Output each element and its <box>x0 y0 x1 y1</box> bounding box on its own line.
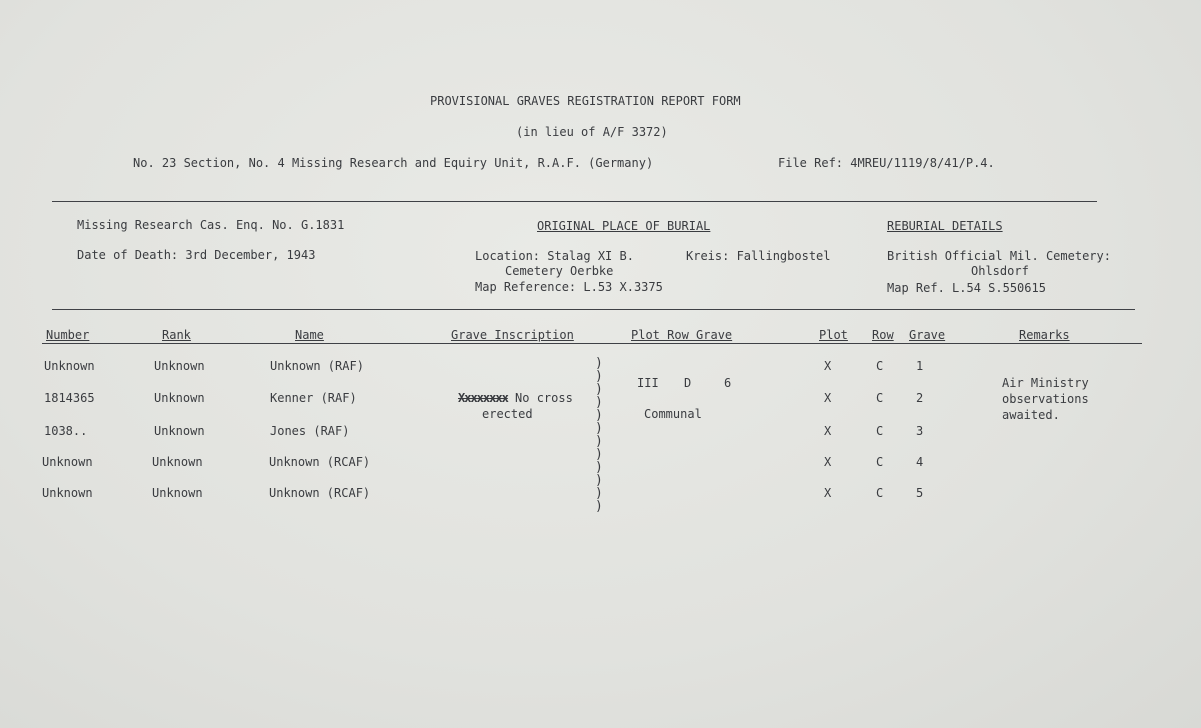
form-title: PROVISIONAL GRAVES REGISTRATION REPORT FORM <box>430 94 741 108</box>
orig-plot: III <box>637 376 659 390</box>
header-rule <box>42 343 1142 344</box>
form-subtitle: (in lieu of A/F 3372) <box>516 125 668 139</box>
row2-name: Kenner (RAF) <box>270 391 357 405</box>
row2-rank: Unknown <box>154 391 205 405</box>
file-ref: File Ref: 4MREU/1119/8/41/P.4. <box>778 156 995 170</box>
grouping-brace: ) ) ) ) ) ) ) ) ) ) ) ) <box>595 356 603 514</box>
row1-plot: X <box>824 359 832 373</box>
row3-number: 1038.. <box>44 424 88 438</box>
original-place-heading: ORIGINAL PLACE OF BURIAL <box>537 219 711 233</box>
row2-number: 1814365 <box>44 391 95 405</box>
row4-row: C <box>876 455 884 469</box>
inscription-erected: erected <box>482 407 533 421</box>
row1-grave: 1 <box>916 359 924 373</box>
original-cemetery: Cemetery Oerbke <box>505 264 614 278</box>
row4-name: Unknown (RCAF) <box>269 455 371 469</box>
header-name: Name <box>295 328 324 342</box>
row4-grave: 4 <box>916 455 924 469</box>
original-kreis: Kreis: Fallingbostel <box>686 249 831 263</box>
row3-name: Jones (RAF) <box>270 424 350 438</box>
row5-row: C <box>876 486 884 500</box>
reburial-cemetery-name: Ohlsdorf <box>971 264 1029 278</box>
row5-grave: 5 <box>916 486 924 500</box>
row5-number: Unknown <box>42 486 93 500</box>
row5-rank: Unknown <box>152 486 203 500</box>
row2-plot: X <box>824 391 832 405</box>
header-inscription: Grave Inscription <box>451 328 574 342</box>
orig-row: D <box>684 376 692 390</box>
row2-grave: 2 <box>916 391 924 405</box>
header-grave: Grave <box>909 328 946 342</box>
row5-plot: X <box>824 486 832 500</box>
inscription-no-cross: No cross <box>515 391 573 405</box>
header-plot: Plot <box>819 328 848 342</box>
row3-grave: 3 <box>916 424 924 438</box>
reburial-cemetery: British Official Mil. Cemetery: <box>887 249 1111 263</box>
case-number: Missing Research Cas. Enq. No. G.1831 <box>77 218 345 232</box>
mid-rule <box>52 309 1135 310</box>
row1-rank: Unknown <box>154 359 205 373</box>
row4-plot: X <box>824 455 832 469</box>
row1-row: C <box>876 359 884 373</box>
struck-out-text: Xxxxxxxx <box>458 391 508 405</box>
remarks-line1: Air Ministry <box>1002 376 1089 390</box>
top-rule <box>52 201 1097 202</box>
reburial-map-ref: Map Ref. L.54 S.550615 <box>887 281 1046 295</box>
original-map-ref: Map Reference: L.53 X.3375 <box>475 280 663 294</box>
inscription-first-line <box>458 391 573 405</box>
reburial-heading: REBURIAL DETAILS <box>887 219 1003 233</box>
remarks-line3: awaited. <box>1002 408 1060 422</box>
row3-plot: X <box>824 424 832 438</box>
row1-number: Unknown <box>44 359 95 373</box>
orig-grave: 6 <box>724 376 732 390</box>
remarks-line2: observations <box>1002 392 1089 406</box>
row4-rank: Unknown <box>152 455 203 469</box>
row2-row: C <box>876 391 884 405</box>
header-rank: Rank <box>162 328 191 342</box>
header-orig-plot-row-grave: Plot Row Grave <box>631 328 733 342</box>
header-remarks: Remarks <box>1019 328 1070 342</box>
header-row: Row <box>872 328 894 342</box>
row3-rank: Unknown <box>154 424 205 438</box>
orig-communal: Communal <box>644 407 702 421</box>
unit-line: No. 23 Section, No. 4 Missing Research and Equiry Unit, R.A.F. (Germany) <box>133 156 654 170</box>
row1-name: Unknown (RAF) <box>270 359 364 373</box>
header-number: Number <box>46 328 90 342</box>
date-of-death: Date of Death: 3rd December, 1943 <box>77 248 316 262</box>
row3-row: C <box>876 424 884 438</box>
row4-number: Unknown <box>42 455 93 469</box>
original-location: Location: Stalag XI B. <box>475 249 634 263</box>
row5-name: Unknown (RCAF) <box>269 486 371 500</box>
